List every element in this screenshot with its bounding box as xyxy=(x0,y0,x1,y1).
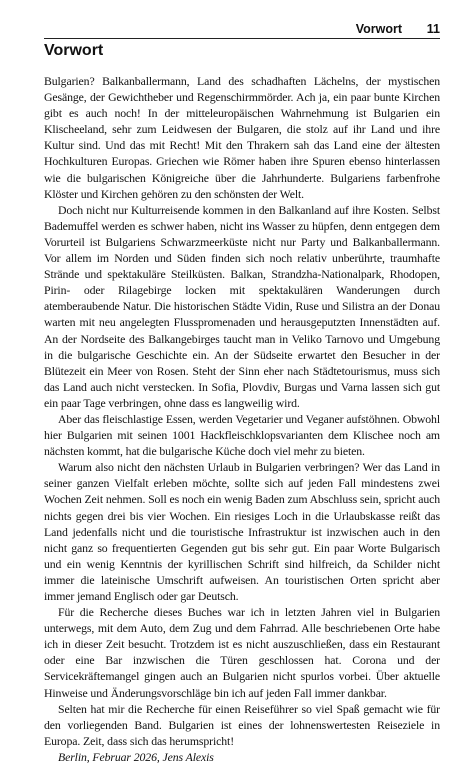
paragraph-1: Bulgarien? Balkanballermann, Land des schadhaften Lächelns, der mystischen Gesänge, der Gewichtheber und Regenschirmmörder. Ach ja, ein paar bunte Kirchen gibt es auch noch! In der mitteleuropäischen Wahrnehmung ist Bulgarien ein Klischeeland, sehr zum Leidwesen der Bulgaren, die stolz auf ihr Land und ihre Kultur sind. Und das mit Recht! Mit den Thrakern sah das Land eine der ältesten Hochkulturen Europas. Griechen wie Römer haben ihre Spuren ebenso hinterlassen wie die bulgarischen Königreiche über die Jahrhunderte. Bulgariens farbenfrohe Klöster und Kirchen gehören zu den schönsten der Welt. xyxy=(44,74,440,201)
page-title: Vorwort xyxy=(44,42,104,59)
running-header xyxy=(44,22,440,38)
header-rule xyxy=(44,38,440,39)
paragraph-6: Selten hat mir die Recherche für einen Reiseführer so viel Spaß gemacht wie für den vorliegenden Band. Bulgarien ist eines der lohnenswertesten Reiseziele in Europa. Zeit, dass sich das herumspricht! xyxy=(44,701,440,748)
signature: Berlin, Februar 2026, Jens Alexis xyxy=(58,749,214,764)
paragraph-2: Doch nicht nur Kulturreisende kommen in den Balkanland auf ihre Kosten. Selbst Bademuffel werden es schwer haben, nicht ins Wasser zu hüpfen, denn entgegen dem Vorurteil ist Bulgariens Schwarzmeerküste nicht nur Party und Balkanballermann. Vor allem im Norden und Süden finden sich noch relativ unberührte, traumhafte Strände und spektakuläre Steilküsten. Balkan, Strandzha-Nationalpark, Rhodopen, Pirin- oder Rilagebirge locken mit spektakulären Wanderungen durch atemberaubende Natur. Die historischen Städte Vidin, Ruse und Silistra an der Donau warten mit neu angelegten Flusspromenaden und herausgeputzten Innenstädten auf. An der Nordseite des Balkangebirges taucht man in Veliko Tarnovo und Umgebung in die bulgarische Geschichte ein. An der Südseite erwartet den Besucher in der Blütezeit ein Meer von Rosen. Steht der Sinn eher nach Städtetourismus, muss sich das Land auch nicht verstecken. In Sofia, Plovdiv, Burgas und Varna lassen sich gut ein paar Tage verbringen, ohne dass es langweilig wird. xyxy=(44,202,440,410)
body-text xyxy=(44,73,440,765)
paragraph-4: Warum also nicht den nächsten Urlaub in Bulgarien verbringen? Wer das Land in seiner ganzen Vielfalt erleben möchte, sollte sich auf jeden Fall mindestens zwei Wochen Zeit nehmen. Soll es noch ein wenig Baden zum Abschluss sein, spricht auch nichts gegen drei bis vier Wochen. Ein riesiges Loch in die Urlaubskasse reißt das Land jedenfalls nicht und die touristische Infrastruktur ist inzwischen auch in den nicht ganz so frequentierten Gegenden gut bis sehr gut. Ein paar Worte Bulgarisch und ein wenig Kenntnis der kyrillischen Schrift sind hilfreich, da Schilder nicht immer die lateinische Umschrift aufweisen. An touristischen Orten spricht aber immer jemand Englisch oder gar Deutsch. xyxy=(44,460,440,603)
paragraph-5: Für die Recherche dieses Buches war ich in letzten Jahren viel in Bulgarien unterwegs, mit dem Auto, dem Zug und dem Fahrrad. Alle beschriebenen Orte habe ich in dieser Zeit besucht. Trotzdem ist es nicht auszuschließen, dass ein Restaurant oder eine Bar inzwischen die Türen geschlossen hat. Corona und der Servicekräftemangel gingen auch an Bulgarien nicht spurlos vorbei. Über aktuelle Hinweise und Änderungsvorschläge bin ich auf jeden Fall immer dankbar. xyxy=(44,605,440,700)
paragraph-3: Aber das fleischlastige Essen, werden Vegetarier und Veganer aufstöhnen. Obwohl hier Bulgarien mit seinen 1001 Hackfleischklopsvarianten dem Klischee noch am nächsten kommt, hat die bulgarische Küche doch viel mehr zu bieten. xyxy=(44,411,440,459)
running-header-section: Vorwort xyxy=(355,22,402,36)
page-number: 11 xyxy=(426,22,440,36)
